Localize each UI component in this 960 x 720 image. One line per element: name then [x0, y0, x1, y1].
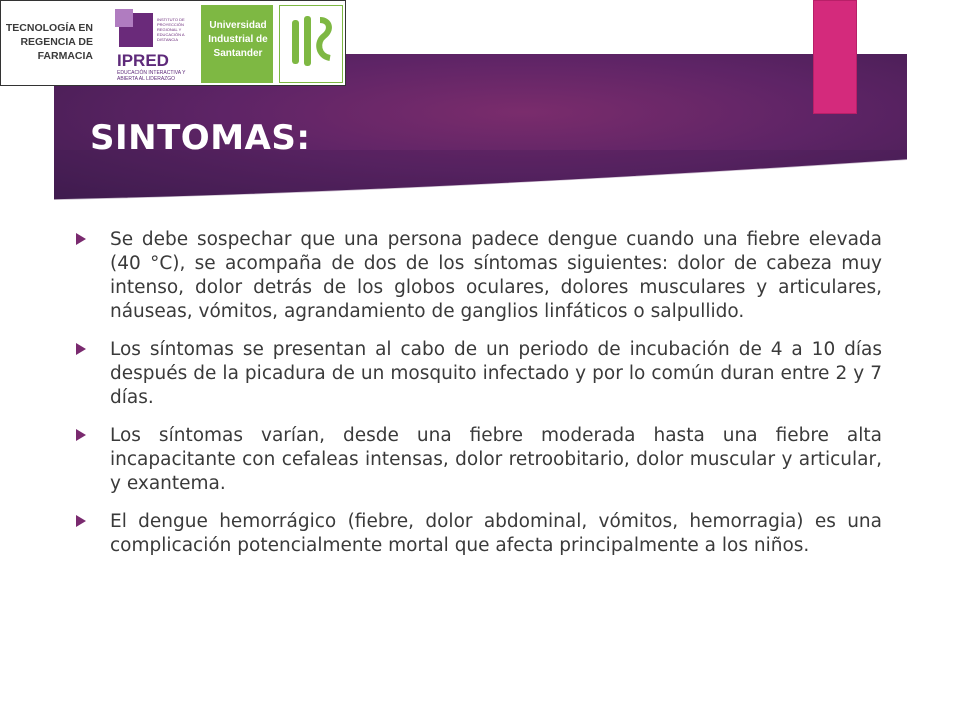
list-item	[76, 338, 882, 410]
list-item-text: Se debe sospechar que una persona padece dengue cuando una fiebre elevada (40 °C), se acompaña de dos de los síntomas siguientes: dolor de cabeza muy intenso, dolor detrás de los globos oculares, dolores musculares y articulares, náuseas, vómitos, agrandamiento de ganglios linfáticos o salpullido.	[110, 229, 882, 322]
ipred-logo	[111, 7, 195, 83]
banner-swoosh	[54, 150, 907, 210]
ipred-name: IPRED	[117, 51, 169, 70]
bullet-arrow-icon	[76, 233, 86, 245]
university-logo	[201, 5, 273, 83]
list-item-text: Los síntomas se presentan al cabo de un periodo de incubación de 4 a 10 días después de la picadura de un mosquito infectado y por lo común duran entre 2 y 7 días.	[110, 339, 882, 408]
list-item	[76, 510, 882, 558]
bullet-list	[76, 228, 882, 572]
header-logos	[0, 0, 346, 86]
page-title: SINTOMAS:	[90, 118, 311, 158]
ipred-square-small-icon	[115, 9, 133, 27]
ipred-small-text: INSTITUTO DE PROYECCIÓN REGIONAL Y EDUCACIÓN A DISTANCIA	[157, 17, 185, 42]
uis-emblem-icon	[279, 5, 343, 83]
bullet-arrow-icon	[76, 343, 86, 355]
bullet-arrow-icon	[76, 515, 86, 527]
list-item-text: El dengue hemorrágico (fiebre, dolor abdominal, vómitos, hemorragia) es una complicación potencialmente mortal que afecta principalmente a los niños.	[110, 511, 882, 556]
ipred-tagline: EDUCACIÓN INTERACTIVA Y ABIERTA AL LIDERAZGO	[117, 70, 186, 82]
list-item	[76, 228, 882, 324]
list-item	[76, 424, 882, 496]
accent-bar	[813, 0, 857, 114]
bullet-arrow-icon	[76, 429, 86, 441]
uis-emblem-graphic	[280, 6, 342, 82]
program-logo-text: TECNOLOGÍA EN REGENCIA DE FARMACIA	[5, 22, 93, 62]
university-name: Universidad Industrial de Santander	[208, 20, 268, 59]
list-item-text: Los síntomas varían, desde una fiebre moderada hasta una fiebre alta incapacitante con cefaleas intensas, dolor retroobitario, dolor muscular y articular, y exantema.	[110, 425, 882, 494]
